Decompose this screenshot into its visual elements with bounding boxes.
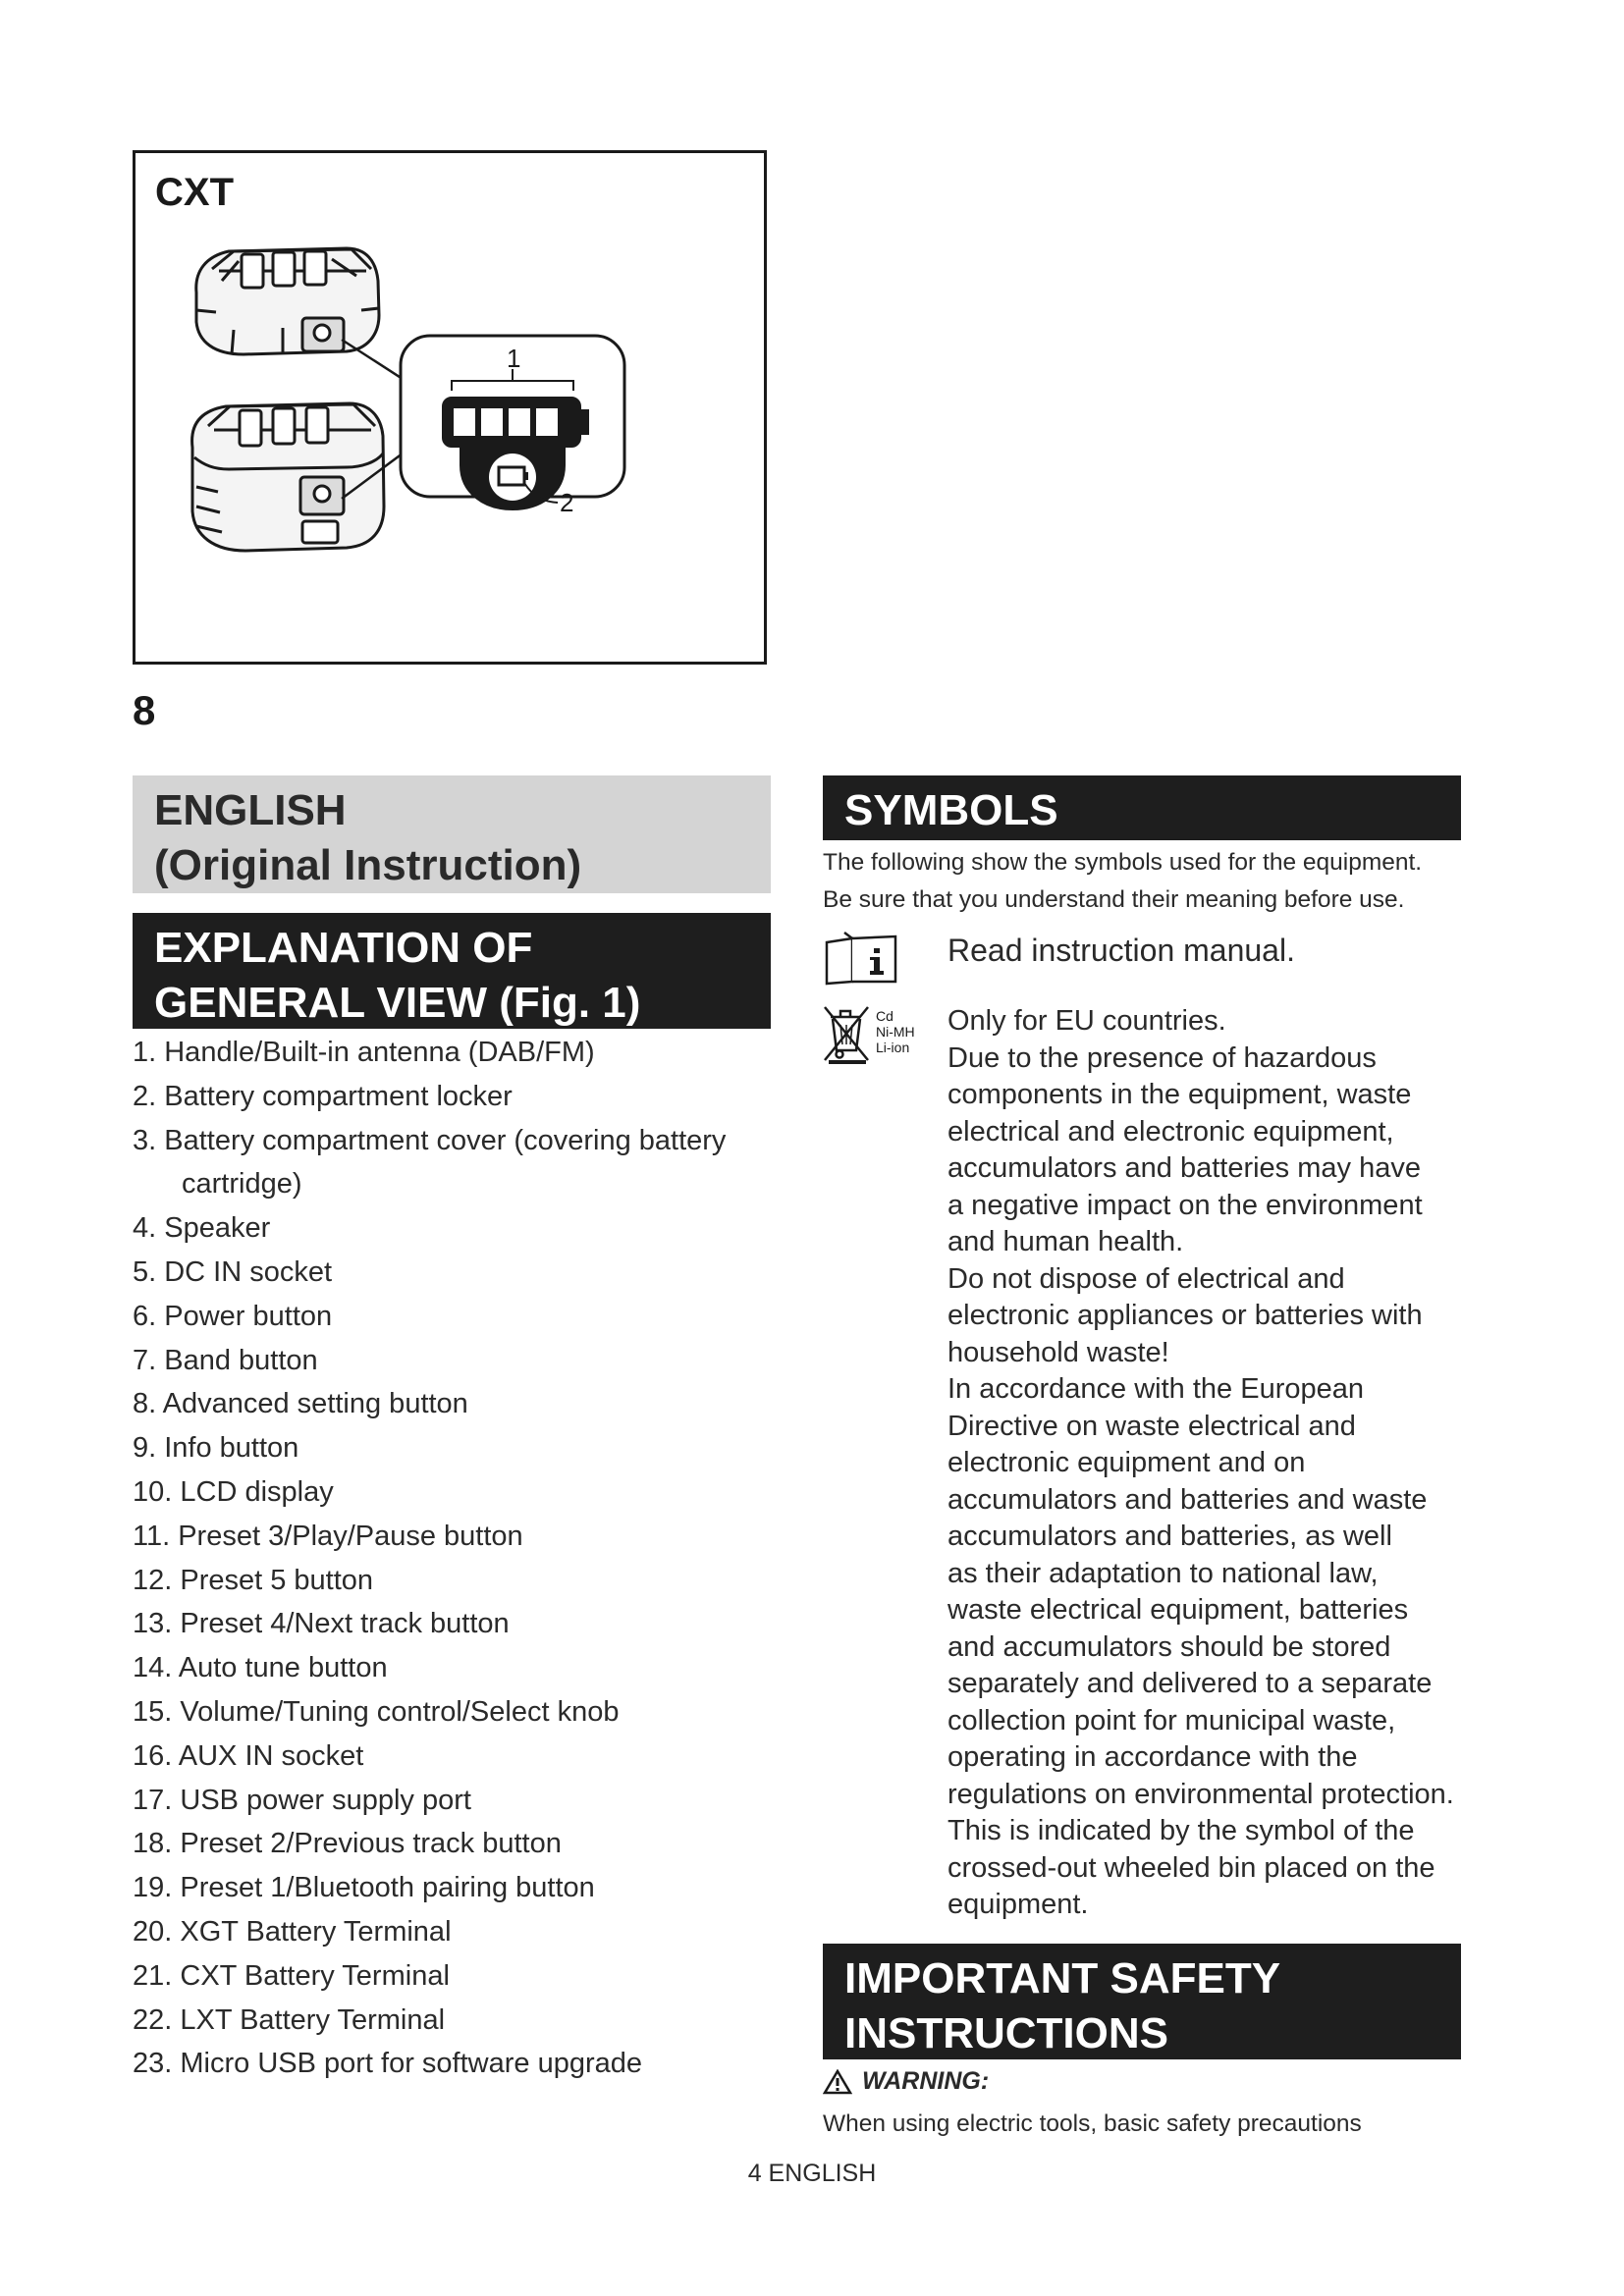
- figure-panel: [133, 150, 767, 665]
- bin-label-cd: Cd: [876, 1008, 893, 1024]
- list-item: 18. Preset 2/Previous track button: [133, 1828, 562, 1860]
- callout-2-label: 2: [560, 488, 574, 517]
- eu-text-line: In accordance with the European: [947, 1373, 1364, 1405]
- battery-illustration: [135, 153, 764, 662]
- language-banner: [133, 775, 771, 893]
- list-item: 16. AUX IN socket: [133, 1739, 364, 1772]
- symbol-read-manual: [823, 931, 1473, 989]
- symbols-banner: [823, 775, 1461, 840]
- list-item: 8. Advanced setting button: [133, 1388, 468, 1420]
- eu-text-line: electrical and electronic equipment,: [947, 1115, 1394, 1148]
- figure-title: CXT: [155, 171, 234, 214]
- eu-text-line: Do not dispose of electrical and: [947, 1262, 1345, 1295]
- intro-line: Be sure that you understand their meaning before use.: [823, 886, 1405, 913]
- eu-text-line: collection point for municipal waste,: [947, 1704, 1396, 1736]
- figure-number: 8: [133, 687, 156, 733]
- language-banner-line: ENGLISH: [154, 786, 347, 834]
- bin-label-nimh: Ni-MH: [876, 1024, 915, 1040]
- safety-banner-line: IMPORTANT SAFETY: [844, 1954, 1281, 2002]
- list-item: [133, 1162, 771, 1206]
- list-item: 2. Battery compartment locker: [133, 1080, 513, 1112]
- safety-banner-line: INSTRUCTIONS: [844, 2008, 1168, 2057]
- eu-text-line: operating in accordance with the: [947, 1741, 1358, 1773]
- eu-text-line: Directive on waste electrical and: [947, 1410, 1356, 1442]
- eu-text-line: and accumulators should be stored: [947, 1630, 1391, 1663]
- list-item: 6. Power button: [133, 1300, 333, 1332]
- intro-line: The following show the symbols used for the equipment.: [823, 849, 1423, 876]
- warning-triangle-icon: [823, 2069, 852, 2095]
- eu-text-line: This is indicated by the symbol of the: [947, 1815, 1415, 1846]
- list-item: 19. Preset 1/Bluetooth pairing button: [133, 1872, 595, 1904]
- symbols-banner-title: SYMBOLS: [844, 786, 1058, 834]
- large-battery-drawing: [192, 403, 384, 551]
- eu-text-line: Due to the presence of hazardous: [947, 1041, 1377, 1074]
- list-item: 21. CXT Battery Terminal: [133, 1959, 450, 1992]
- eu-text-line: accumulators and batteries and waste: [947, 1483, 1428, 1516]
- list-item: 11. Preset 3/Play/Pause button: [133, 1520, 523, 1552]
- eu-text-line: equipment.: [947, 1889, 1089, 1920]
- eu-disposal-text: [947, 1003, 1473, 1924]
- small-battery-drawing: [196, 248, 379, 354]
- list-item-continuation: cartridge): [182, 1168, 302, 1201]
- language-banner-line: (Original Instruction): [154, 840, 582, 889]
- list-item: 9. Info button: [133, 1432, 299, 1465]
- eu-text-line: as their adaptation to national law,: [947, 1557, 1379, 1589]
- eu-text-line: components in the equipment, waste: [947, 1079, 1412, 1110]
- eu-text-line: a negative impact on the environment: [947, 1189, 1423, 1221]
- list-item: 3. Battery compartment cover (covering battery: [133, 1124, 727, 1156]
- callout-1-label: 1: [507, 344, 521, 373]
- general-view-banner: [133, 913, 771, 1029]
- warning-label: WARNING:: [862, 2067, 990, 2095]
- warning-heading: [823, 2067, 989, 2096]
- read-manual-icon: [823, 931, 899, 986]
- list-item: 5. DC IN socket: [133, 1255, 333, 1288]
- eu-text-line: separately and delivered to a separate: [947, 1668, 1433, 1699]
- parts-list: [133, 1031, 771, 2086]
- page-footer: 4 ENGLISH: [747, 2160, 877, 2187]
- symbol-eu-disposal: [823, 1003, 1473, 1926]
- eu-text-line: waste electrical equipment, batteries: [947, 1594, 1409, 1626]
- list-item: 14. Auto tune button: [133, 1652, 388, 1684]
- eu-text-line: electronic equipment and on: [947, 1447, 1306, 1478]
- list-item: 4. Speaker: [133, 1212, 271, 1245]
- list-item: 10. LCD display: [133, 1475, 334, 1508]
- list-item: 22. LXT Battery Terminal: [133, 2003, 446, 2036]
- warning-text: When using electric tools, basic safety precautions: [823, 2110, 1362, 2137]
- list-item: 15. Volume/Tuning control/Select knob: [133, 1695, 620, 1728]
- safety-banner: [823, 1944, 1461, 2059]
- list-item: 17. USB power supply port: [133, 1784, 471, 1816]
- crossed-bin-icon: [823, 1003, 939, 1066]
- general-view-banner-line: GENERAL VIEW (Fig. 1): [154, 978, 641, 1027]
- eu-text-line: household waste!: [947, 1336, 1169, 1368]
- list-item: 12. Preset 5 button: [133, 1564, 374, 1596]
- eu-text-line: crossed-out wheeled bin placed on the: [947, 1851, 1435, 1884]
- eu-text-line: electronic appliances or batteries with: [947, 1300, 1423, 1331]
- bin-label-liion: Li-ion: [876, 1040, 910, 1055]
- list-item: 13. Preset 4/Next track button: [133, 1608, 510, 1640]
- eu-text-line: accumulators and batteries may have: [947, 1152, 1421, 1184]
- list-item: 23. Micro USB port for software upgrade: [133, 2048, 643, 2080]
- list-item: 20. XGT Battery Terminal: [133, 1915, 452, 1948]
- eu-text-line: and human health.: [947, 1226, 1184, 1257]
- read-manual-text: Read instruction manual.: [947, 933, 1295, 968]
- symbols-intro: [823, 844, 1471, 919]
- eu-text-line: accumulators and batteries, as well: [947, 1521, 1392, 1552]
- list-item: 7. Band button: [133, 1344, 318, 1376]
- eu-text-line: regulations on environmental protection.: [947, 1778, 1454, 1810]
- eu-text-line: Only for EU countries.: [947, 1005, 1226, 1037]
- general-view-banner-line: EXPLANATION OF: [154, 924, 533, 972]
- list-item: 1. Handle/Built-in antenna (DAB/FM): [133, 1037, 595, 1068]
